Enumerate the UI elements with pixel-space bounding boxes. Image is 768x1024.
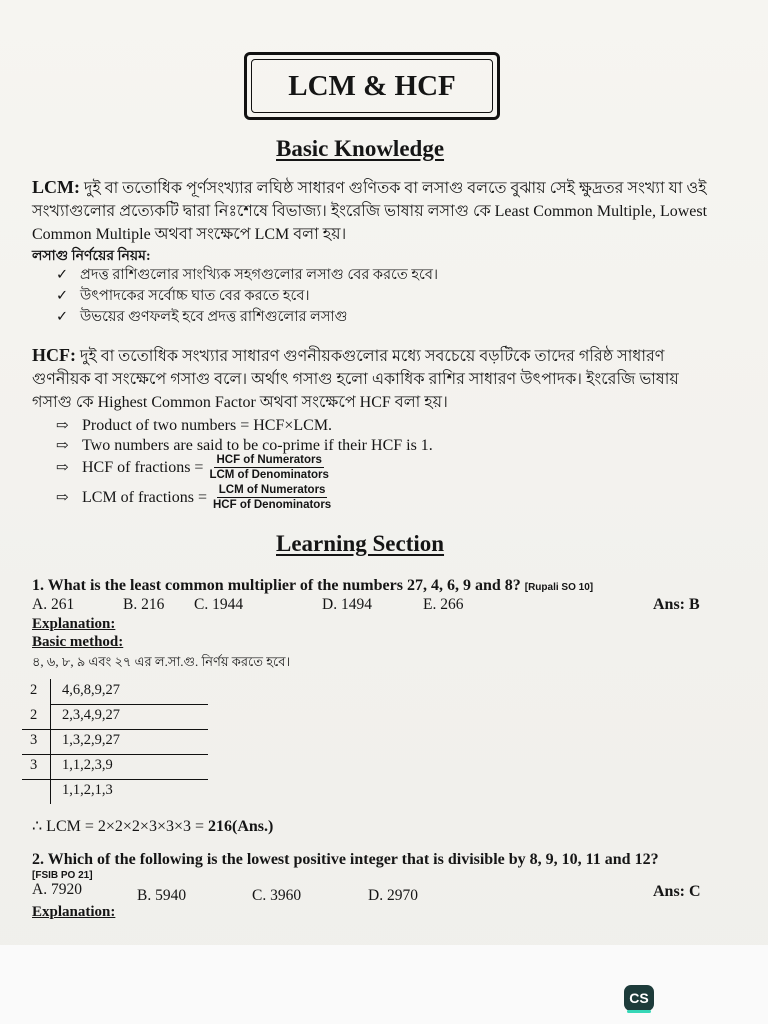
- q1-basic-method-label: Basic method:: [32, 634, 124, 650]
- q2-explanation-label: Explanation:: [32, 904, 116, 920]
- q1-option-e: E. 266: [423, 596, 464, 613]
- q1-question: 1. What is the least common multiplier of the numbers 27, 4, 6, 9 and 8? [Rupali SO 10]: [32, 577, 594, 594]
- table-row: 1,1,2,1,3: [62, 782, 113, 798]
- arrow-icon: ⇨: [56, 460, 69, 476]
- q1-option-c: C. 1944: [194, 596, 244, 613]
- q1-explanation-label: Explanation:: [32, 616, 116, 632]
- q1-option-d: D. 1494: [322, 596, 372, 613]
- page-title: LCM & HCF: [251, 59, 493, 113]
- table-row: 3 1,1,2,3,9: [30, 757, 113, 773]
- table-row: 2 2,3,4,9,27: [30, 707, 120, 723]
- q1-option-a: A. 261: [32, 596, 75, 613]
- scan-margin: [0, 945, 768, 1024]
- q1-bengali-instruction: ৪, ৬, ৮, ৯ এবং ২৭ এর ল.সা.গু. নির্ণয় করতে হবে।: [32, 654, 291, 669]
- lcm-definition: [32, 176, 712, 246]
- list-item: ✓ উভয়ের গুণফলই হবে প্রদত্ত রাশিগুলোর লসাগু: [56, 307, 438, 328]
- q2-question: 2. Which of the following is the lowest positive integer that is divisible by 8, 9, 10, 11 and 12?: [32, 851, 659, 868]
- q2-option-a: A. 7920: [32, 881, 82, 898]
- basic-knowledge-heading: Basic Knowledge: [276, 136, 445, 161]
- hcf-term: HCF:: [32, 345, 76, 365]
- q2-option-d: D. 2970: [368, 887, 418, 904]
- fraction-denominator: LCM of Denominators: [209, 469, 329, 481]
- table-row: 3 1,3,2,9,27: [30, 732, 120, 748]
- lcm-rules-heading: লসাগু নির্ণয়ের নিয়ম:: [32, 249, 151, 264]
- formula-product: ⇨ Product of two numbers = HCF×LCM.: [56, 416, 333, 434]
- q2-option-b: B. 5940: [137, 887, 187, 904]
- list-item: ✓ উৎপাদকের সর্বোচ্চ ঘাত বের করতে হবে।: [56, 286, 438, 307]
- formula-coprime: ⇨ Two numbers are said to be co-prime if their HCF is 1.: [56, 436, 433, 454]
- q2-answer: Ans: C: [653, 883, 701, 900]
- arrow-icon: ⇨: [56, 490, 69, 506]
- division-table: [22, 679, 208, 804]
- q1-answer: Ans: B: [653, 596, 700, 613]
- lcm-term: LCM:: [32, 177, 80, 197]
- q1-option-b: B. 216: [123, 596, 165, 613]
- check-icon: ✓: [56, 267, 69, 283]
- lcm-fraction: [211, 484, 333, 511]
- lcm-text: দুই বা ততোধিক পূর্ণসংখ্যার লঘিষ্ঠ সাধারণ গুণিতক বা লসাগু বলতে বুঝায় সেই ক্ষুদ্রতর সংখ্যা যা ওই সংখ্যাগুলোর প্রত্যেকটি দ্বারা নিঃশেষে বিভাজ্য। ইংরেজি ভাষায় লসাগু কে Least Common Multiple, Lowest Common Multiple অথবা সংক্ষেপে LCM বলা হয়।: [32, 180, 708, 243]
- formula-hcf-fractions: ⇨ HCF of fractions = $\frac{\text{HCF of Numerators}}{\text{LCM of Denominators}}$: [56, 454, 329, 481]
- list-item: ✓ প্রদত্ত রাশিগুলোর সাংখ্যিক সহগগুলোর লসাগু বের করতে হবে।: [56, 265, 438, 286]
- q1-source-tag: [Rupali SO 10]: [524, 582, 594, 593]
- hcf-definition: [32, 344, 712, 414]
- fraction-denominator: HCF of Denominators: [213, 499, 332, 511]
- camscanner-logo: CS: [624, 985, 654, 1011]
- hcf-fraction: [207, 454, 330, 481]
- formula-lcm-fractions: ⇨ LCM of fractions = $\frac{\text{LCM of Numerators}}{\text{HCF of Denominators}}$: [56, 484, 332, 511]
- arrow-icon: ⇨: [56, 418, 69, 434]
- table-row: 2 4,6,8,9,27: [30, 682, 120, 698]
- q1-lcm-calculation: ∴ LCM = 2×2×2×3×3×3 = 216(Ans.): [32, 818, 274, 835]
- hcf-text: দুই বা ততোধিক সংখ্যার সাধারণ গুণনীয়কগুলোর মধ্যে সবচেয়ে বড়টিকে তাদের গরিষ্ঠ সাধারণ গুণনীয়ক বা সংক্ষেপে গসাগু বলে। অর্থাৎ গসাগু হলো একাধিক রাশির সাধারণ উৎপাদক। ইংরেজি ভাষায় গসাগু কে Highest Common Factor অথবা সংক্ষেপে HCF বলা হয়।: [32, 348, 679, 411]
- learning-section-heading: Learning Section: [276, 531, 445, 556]
- q2-option-c: C. 3960: [252, 887, 302, 904]
- check-icon: ✓: [56, 288, 69, 304]
- lcm-rules-list: [56, 265, 438, 328]
- title-box: [244, 52, 500, 120]
- q1-lcm-result: 216(Ans.): [208, 818, 274, 835]
- check-icon: ✓: [56, 309, 69, 325]
- fraction-numerator: HCF of Numerators: [216, 454, 322, 466]
- fraction-numerator: LCM of Numerators: [218, 484, 326, 496]
- q2-source-tag: [FSIB PO 21]: [32, 870, 93, 881]
- arrow-icon: ⇨: [56, 438, 69, 454]
